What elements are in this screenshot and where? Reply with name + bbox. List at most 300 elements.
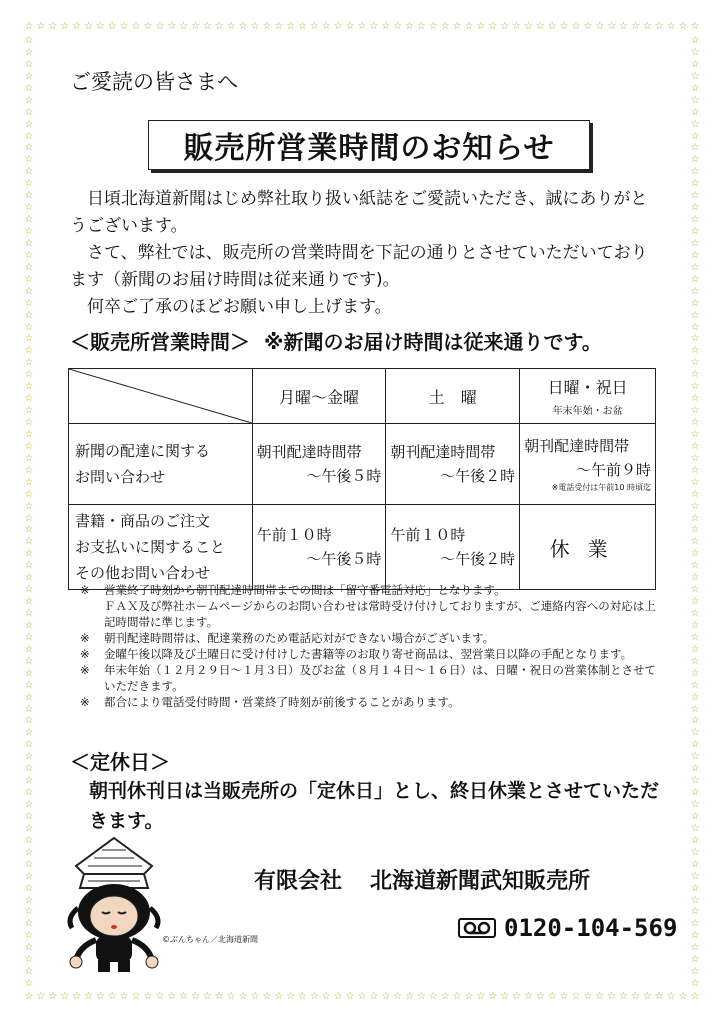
star-icon: ☆ <box>369 21 379 32</box>
column-header-saturday <box>386 369 520 424</box>
star-icon: ☆ <box>24 619 34 631</box>
star-icon: ☆ <box>238 21 248 32</box>
star-icon: ☆ <box>321 21 331 32</box>
cell-line1: 朝刊配達時間帯 <box>524 437 630 455</box>
star-icon: ☆ <box>607 21 617 32</box>
star-icon: ☆ <box>131 21 141 32</box>
row-header-delivery <box>69 424 253 505</box>
star-icon: ☆ <box>143 21 153 32</box>
star-icon: ☆ <box>571 21 581 32</box>
star-icon: ☆ <box>24 166 34 178</box>
star-icon: ☆ <box>690 643 700 655</box>
cell-line2: ～午後２時 <box>440 467 516 485</box>
star-icon: ☆ <box>381 991 391 1002</box>
star-icon: ☆ <box>690 691 700 703</box>
star-icon: ☆ <box>202 991 212 1002</box>
star-icon: ☆ <box>24 226 34 237</box>
star-icon: ☆ <box>24 321 34 333</box>
cell-line1: 午前１０時 <box>256 526 332 544</box>
star-icon: ☆ <box>24 285 34 297</box>
star-icon: ☆ <box>428 21 438 32</box>
star-icon: ☆ <box>24 918 34 930</box>
star-icon: ☆ <box>690 727 700 739</box>
star-icon: ☆ <box>24 333 34 345</box>
star-icon: ☆ <box>630 21 640 32</box>
holiday-heading: ＜定休日＞ <box>70 750 170 774</box>
star-icon: ☆ <box>690 70 700 82</box>
footnote-text: 金曜午後以降及び土曜日に受け付けした書籍等のお取り寄せ商品は、翌営業日以降の手配となります。 <box>104 647 633 661</box>
footnote-mark: ※ <box>80 647 90 661</box>
star-icon: ☆ <box>690 166 700 178</box>
star-icon: ☆ <box>416 21 426 32</box>
star-icon: ☆ <box>60 21 70 32</box>
cell-line2: ～午後２時 <box>440 550 516 568</box>
star-icon: ☆ <box>72 21 82 32</box>
star-icon: ☆ <box>440 21 450 32</box>
star-icon: ☆ <box>690 775 700 787</box>
star-icon: ☆ <box>690 834 700 846</box>
row-header-line: お支払いに関すること <box>75 538 226 556</box>
star-icon: ☆ <box>167 991 177 1002</box>
table-cell <box>386 424 520 505</box>
star-icon: ☆ <box>24 966 34 978</box>
star-icon: ☆ <box>262 21 272 32</box>
star-icon: ☆ <box>690 94 700 106</box>
row-header-line: お問い合わせ <box>75 468 166 486</box>
star-icon: ☆ <box>95 991 105 1002</box>
star-icon: ☆ <box>690 261 700 273</box>
star-icon: ☆ <box>690 106 700 118</box>
star-icon: ☆ <box>690 763 700 775</box>
star-icon: ☆ <box>24 822 34 834</box>
table-header-row <box>69 369 656 424</box>
star-icon: ☆ <box>416 991 426 1002</box>
star-border-right <box>690 36 700 990</box>
star-icon: ☆ <box>654 21 664 32</box>
row-header-line: 書籍・商品のご注文 <box>75 512 211 530</box>
star-icon: ☆ <box>226 991 236 1002</box>
star-icon: ☆ <box>523 991 533 1002</box>
star-icon: ☆ <box>690 799 700 810</box>
star-icon: ☆ <box>24 35 34 46</box>
star-icon: ☆ <box>345 991 355 1002</box>
star-icon: ☆ <box>24 261 34 273</box>
star-icon: ☆ <box>500 21 510 32</box>
star-icon: ☆ <box>690 393 700 405</box>
star-border-left <box>24 36 34 990</box>
star-icon: ☆ <box>512 21 521 32</box>
column-header-sunday-holiday <box>520 369 656 424</box>
star-icon: ☆ <box>690 297 700 309</box>
star-icon: ☆ <box>24 130 34 142</box>
star-icon: ☆ <box>226 21 236 32</box>
footnote-mark: ※ <box>80 695 90 709</box>
footnote-text: 年末年始（１２月２９日～１月３日）及びお盆（８月１４日～１６日）は、日曜・祝日の営業体制とさせていただきます。 <box>104 663 656 693</box>
hours-heading-note: ※新聞のお届け時間は従来通りです。 <box>264 330 602 354</box>
star-icon: ☆ <box>24 572 34 584</box>
star-icon: ☆ <box>345 21 355 32</box>
star-icon: ☆ <box>24 500 34 512</box>
star-icon: ☆ <box>690 846 700 858</box>
star-icon: ☆ <box>24 536 34 548</box>
column-header-weekday <box>252 369 386 424</box>
star-icon: ☆ <box>167 21 177 32</box>
star-icon: ☆ <box>262 991 272 1002</box>
star-icon: ☆ <box>24 882 34 894</box>
star-icon: ☆ <box>179 21 189 32</box>
star-icon: ☆ <box>238 991 248 1002</box>
star-icon: ☆ <box>333 991 343 1002</box>
greeting: ご愛読の皆さまへ <box>70 70 238 94</box>
star-icon: ☆ <box>690 440 700 452</box>
table-corner-cell <box>69 369 253 424</box>
star-icon: ☆ <box>48 991 58 1002</box>
star-icon: ☆ <box>690 560 700 572</box>
star-icon: ☆ <box>690 118 700 130</box>
star-icon: ☆ <box>690 930 700 942</box>
star-icon: ☆ <box>690 237 700 249</box>
footnote-text: 営業終了時刻から朝刊配達時間帯までの間は「留守番電話対応」となります。 <box>104 583 506 597</box>
star-icon: ☆ <box>24 237 34 249</box>
star-icon: ☆ <box>309 21 319 32</box>
star-icon: ☆ <box>214 991 224 1002</box>
star-icon: ☆ <box>690 966 700 978</box>
star-icon: ☆ <box>642 991 652 1002</box>
star-icon: ☆ <box>24 954 34 966</box>
cell-line2: ～午前９時 <box>575 461 651 479</box>
star-icon: ☆ <box>690 667 700 679</box>
cell-line2: ～午後５時 <box>306 550 382 568</box>
star-icon: ☆ <box>24 810 34 822</box>
star-icon: ☆ <box>24 178 34 190</box>
star-icon: ☆ <box>690 464 700 476</box>
star-icon: ☆ <box>690 309 700 321</box>
star-icon: ☆ <box>24 775 34 787</box>
star-icon: ☆ <box>690 130 700 142</box>
star-icon: ☆ <box>690 428 700 440</box>
star-icon: ☆ <box>309 991 319 1002</box>
star-icon: ☆ <box>690 619 700 631</box>
intro-paragraph: 日頃北海道新聞はじめ弊社取り扱い紙誌をご愛読いただき、誠にありがとうございます。 <box>70 189 648 236</box>
star-icon: ☆ <box>36 991 46 1002</box>
hours-heading-label: ＜販売所営業時間＞ <box>70 330 250 354</box>
star-icon: ☆ <box>107 991 117 1002</box>
star-icon: ☆ <box>666 21 676 32</box>
page-title: 販売所営業時間のお知らせ <box>183 131 555 166</box>
star-icon: ☆ <box>690 536 700 548</box>
star-icon: ☆ <box>464 991 474 1002</box>
star-border-bottom <box>24 992 700 1002</box>
star-icon: ☆ <box>24 834 34 846</box>
star-icon: ☆ <box>298 991 307 1002</box>
star-icon: ☆ <box>24 488 34 500</box>
star-icon: ☆ <box>155 991 165 1002</box>
star-icon: ☆ <box>24 991 34 1002</box>
title-box <box>148 120 590 170</box>
star-icon: ☆ <box>619 21 629 32</box>
star-icon: ☆ <box>690 822 700 834</box>
star-icon: ☆ <box>24 906 34 918</box>
row-header-line: その他お問い合わせ <box>75 564 211 582</box>
star-icon: ☆ <box>690 596 700 608</box>
star-icon: ☆ <box>24 870 34 882</box>
star-icon: ☆ <box>607 991 617 1002</box>
star-icon: ☆ <box>547 991 557 1002</box>
star-icon: ☆ <box>24 273 34 285</box>
footnote-mark: ※ <box>80 663 90 677</box>
star-icon: ☆ <box>690 202 700 214</box>
star-icon: ☆ <box>452 991 462 1002</box>
star-icon: ☆ <box>24 548 34 560</box>
star-icon: ☆ <box>690 82 700 94</box>
star-icon: ☆ <box>24 631 34 643</box>
star-icon: ☆ <box>24 560 34 572</box>
star-icon: ☆ <box>214 21 224 32</box>
star-icon: ☆ <box>24 787 34 799</box>
star-icon: ☆ <box>286 21 296 32</box>
star-icon: ☆ <box>190 991 200 1002</box>
footnote <box>80 630 660 646</box>
holiday-body <box>70 776 662 836</box>
column-header-label: 日曜・祝日 <box>547 378 628 397</box>
star-icon: ☆ <box>476 21 486 32</box>
star-icon: ☆ <box>24 763 34 775</box>
star-icon: ☆ <box>393 21 403 32</box>
footnote-text: 都合により電話受付時間・営業終了時刻が前後することがあります。 <box>104 695 460 709</box>
intro-text <box>70 186 660 321</box>
star-icon: ☆ <box>690 154 700 166</box>
table-row <box>69 424 656 505</box>
star-icon: ☆ <box>24 309 34 321</box>
star-icon: ☆ <box>83 21 93 32</box>
star-icon: ☆ <box>24 691 34 703</box>
star-icon: ☆ <box>690 226 700 237</box>
star-icon: ☆ <box>690 631 700 643</box>
star-icon: ☆ <box>690 584 700 596</box>
star-icon: ☆ <box>274 991 284 1002</box>
star-icon: ☆ <box>690 655 700 667</box>
star-icon: ☆ <box>512 991 521 1002</box>
star-icon: ☆ <box>690 417 700 428</box>
star-icon: ☆ <box>690 35 700 46</box>
star-border-top <box>24 22 700 32</box>
star-icon: ☆ <box>274 21 284 32</box>
star-icon: ☆ <box>630 991 640 1002</box>
star-icon: ☆ <box>690 46 700 58</box>
star-icon: ☆ <box>24 118 34 130</box>
star-icon: ☆ <box>690 787 700 799</box>
cell-footnote: ※電話受付は午前10 時頃迄 <box>551 483 651 492</box>
star-icon: ☆ <box>666 991 676 1002</box>
star-icon: ☆ <box>24 858 34 870</box>
star-icon: ☆ <box>95 21 105 32</box>
star-icon: ☆ <box>690 249 700 261</box>
star-icon: ☆ <box>24 21 34 32</box>
star-icon: ☆ <box>690 488 700 500</box>
star-icon: ☆ <box>690 906 700 918</box>
star-icon: ☆ <box>690 345 700 357</box>
star-icon: ☆ <box>428 991 438 1002</box>
star-icon: ☆ <box>690 512 700 524</box>
hours-heading <box>70 326 602 355</box>
column-header-label: 土 曜 <box>428 387 477 407</box>
star-icon: ☆ <box>24 703 34 715</box>
star-icon: ☆ <box>24 584 34 596</box>
star-icon: ☆ <box>60 991 70 1002</box>
star-icon: ☆ <box>24 643 34 655</box>
star-icon: ☆ <box>690 858 700 870</box>
mascot-illustration <box>62 836 172 974</box>
holiday-text: 朝刊休刊日は当販売所の「定休日」とし、終日休業とさせていただきます。 <box>89 780 660 832</box>
star-icon: ☆ <box>690 810 700 822</box>
star-icon: ☆ <box>619 991 629 1002</box>
star-icon: ☆ <box>119 21 129 32</box>
star-icon: ☆ <box>690 58 700 70</box>
star-icon: ☆ <box>24 715 34 727</box>
star-icon: ☆ <box>642 21 652 32</box>
diagonal-line <box>69 369 252 423</box>
company-prefix: 有限会社 <box>254 869 343 894</box>
free-dial-icon <box>458 917 496 939</box>
star-icon: ☆ <box>690 918 700 930</box>
star-icon: ☆ <box>678 21 688 32</box>
star-icon: ☆ <box>690 452 700 464</box>
star-icon: ☆ <box>24 799 34 810</box>
star-icon: ☆ <box>24 82 34 94</box>
star-icon: ☆ <box>298 21 307 32</box>
star-icon: ☆ <box>357 21 367 32</box>
company-name <box>254 864 590 895</box>
star-icon: ☆ <box>24 524 34 536</box>
table-cell <box>252 505 386 590</box>
star-icon: ☆ <box>24 381 34 393</box>
footnote-mark: ※ <box>80 631 90 645</box>
star-icon: ☆ <box>488 991 498 1002</box>
star-icon: ☆ <box>559 991 569 1002</box>
star-icon: ☆ <box>107 21 117 32</box>
star-icon: ☆ <box>405 991 414 1002</box>
star-icon: ☆ <box>690 991 700 1002</box>
star-icon: ☆ <box>535 21 545 32</box>
star-icon: ☆ <box>547 21 557 32</box>
star-icon: ☆ <box>24 142 34 154</box>
star-icon: ☆ <box>24 94 34 106</box>
star-icon: ☆ <box>690 178 700 190</box>
footnote <box>80 662 660 694</box>
star-icon: ☆ <box>690 739 700 751</box>
star-icon: ☆ <box>333 21 343 32</box>
star-icon: ☆ <box>535 991 545 1002</box>
column-header-sublabel: 年末年始・お盆 <box>552 406 623 417</box>
star-icon: ☆ <box>583 21 593 32</box>
star-icon: ☆ <box>24 428 34 440</box>
star-icon: ☆ <box>678 991 688 1002</box>
star-icon: ☆ <box>690 21 700 32</box>
star-icon: ☆ <box>690 572 700 584</box>
star-icon: ☆ <box>24 655 34 667</box>
star-icon: ☆ <box>24 417 34 428</box>
footnotes <box>80 582 660 710</box>
star-icon: ☆ <box>24 249 34 261</box>
star-icon: ☆ <box>690 381 700 393</box>
table-cell <box>252 424 386 505</box>
column-header-label: 月曜～金曜 <box>279 387 360 407</box>
phone-number: 0120-104-569 <box>504 914 678 942</box>
star-icon: ☆ <box>202 21 212 32</box>
star-icon: ☆ <box>24 846 34 858</box>
star-icon: ☆ <box>83 991 93 1002</box>
star-icon: ☆ <box>690 894 700 906</box>
star-icon: ☆ <box>24 440 34 452</box>
star-icon: ☆ <box>690 190 700 202</box>
star-icon: ☆ <box>690 978 700 990</box>
star-icon: ☆ <box>24 214 34 226</box>
star-icon: ☆ <box>690 285 700 297</box>
footnote-text: 朝刊配達時間帯は、配達業務のため電話応対ができない場合がございます。 <box>104 631 495 645</box>
table-row <box>69 505 656 590</box>
star-icon: ☆ <box>24 106 34 118</box>
star-icon: ☆ <box>24 405 34 417</box>
star-icon: ☆ <box>48 21 58 32</box>
star-icon: ☆ <box>369 991 379 1002</box>
table-cell <box>520 424 656 505</box>
cell-line1: 朝刊配達時間帯 <box>256 443 362 461</box>
phone-block <box>458 914 677 942</box>
star-icon: ☆ <box>24 58 34 70</box>
star-icon: ☆ <box>24 452 34 464</box>
star-icon: ☆ <box>595 21 605 32</box>
star-icon: ☆ <box>250 991 260 1002</box>
star-icon: ☆ <box>24 202 34 214</box>
star-icon: ☆ <box>690 548 700 560</box>
star-icon: ☆ <box>24 190 34 202</box>
star-icon: ☆ <box>250 21 260 32</box>
mascot-credit: ©ぶんちゃん／北海道新聞 <box>162 935 258 944</box>
star-icon: ☆ <box>690 524 700 536</box>
star-icon: ☆ <box>440 991 450 1002</box>
closed-cell: 休業 <box>520 505 656 590</box>
star-icon: ☆ <box>452 21 462 32</box>
star-icon: ☆ <box>690 942 700 954</box>
star-icon: ☆ <box>500 991 510 1002</box>
star-icon: ☆ <box>24 70 34 82</box>
star-icon: ☆ <box>690 476 700 488</box>
star-icon: ☆ <box>24 357 34 369</box>
star-icon: ☆ <box>690 715 700 727</box>
star-icon: ☆ <box>690 882 700 894</box>
star-icon: ☆ <box>476 991 486 1002</box>
star-icon: ☆ <box>321 991 331 1002</box>
star-icon: ☆ <box>24 154 34 166</box>
table-cell <box>386 505 520 590</box>
star-icon: ☆ <box>690 273 700 285</box>
star-icon: ☆ <box>24 739 34 751</box>
star-icon: ☆ <box>464 21 474 32</box>
star-icon: ☆ <box>24 667 34 679</box>
star-icon: ☆ <box>583 991 593 1002</box>
star-icon: ☆ <box>690 321 700 333</box>
star-icon: ☆ <box>690 500 700 512</box>
star-icon: ☆ <box>595 991 605 1002</box>
star-icon: ☆ <box>24 596 34 608</box>
star-icon: ☆ <box>24 464 34 476</box>
star-icon: ☆ <box>131 991 141 1002</box>
star-icon: ☆ <box>24 476 34 488</box>
star-icon: ☆ <box>24 512 34 524</box>
star-icon: ☆ <box>24 608 34 619</box>
star-icon: ☆ <box>690 214 700 226</box>
star-icon: ☆ <box>405 21 414 32</box>
